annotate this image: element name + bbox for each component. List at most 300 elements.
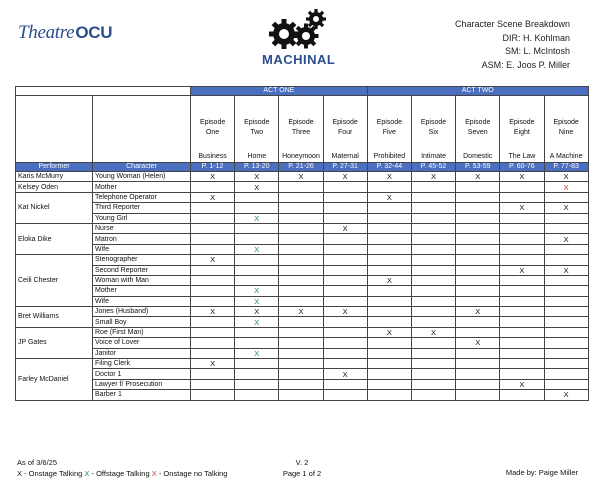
scene-mark-cell: [323, 234, 367, 244]
episode-header: [279, 96, 323, 163]
scene-mark-cell: X: [279, 172, 323, 182]
scene-mark-cell: [500, 327, 544, 337]
table-row: [16, 223, 589, 233]
episode-word: Episode: [288, 119, 314, 126]
table-row: [16, 317, 589, 327]
character-cell: Roe (First Man): [93, 327, 191, 337]
scene-mark-cell: [500, 369, 544, 379]
scene-mark-cell: [323, 255, 367, 265]
episode-word: Episode: [244, 119, 270, 126]
scene-mark-cell: [544, 338, 588, 348]
episode-subtitle: Intimate: [421, 153, 446, 160]
logo-bold-text: OCU: [75, 23, 113, 42]
table-row: [16, 265, 589, 275]
scene-mark-cell: [279, 390, 323, 400]
scene-mark-cell: [191, 327, 235, 337]
scene-mark-cell: [544, 348, 588, 358]
scene-mark-cell: [456, 255, 500, 265]
scene-mark-cell: [323, 359, 367, 369]
legend-offstage-talking: - Offstage Talking: [89, 468, 150, 478]
scene-mark-cell: [456, 296, 500, 306]
scene-mark-cell: X: [191, 172, 235, 182]
scene-mark-cell: [544, 255, 588, 265]
character-cell: Mother: [93, 286, 191, 296]
column-header-row: [16, 163, 589, 172]
scene-mark-cell: [279, 255, 323, 265]
table-row: [16, 255, 589, 265]
scene-mark-cell: [367, 203, 411, 213]
scene-mark-cell: [279, 192, 323, 202]
scene-mark-cell: X: [191, 307, 235, 317]
scene-mark-cell: [191, 213, 235, 223]
table-row: [16, 275, 589, 285]
episode-header: [235, 96, 279, 163]
scene-mark-cell: [411, 203, 455, 213]
document-title: Character Scene Breakdown: [454, 19, 570, 29]
scene-mark-cell: [544, 286, 588, 296]
blank-cell: [93, 96, 191, 163]
scene-mark-cell: X: [235, 348, 279, 358]
table-row: [16, 379, 589, 389]
table-row: [16, 348, 589, 358]
page-range: P. 53-59: [456, 163, 500, 172]
scene-mark-cell: [544, 192, 588, 202]
episode-number: Two: [250, 129, 264, 136]
scene-mark-cell: X: [456, 172, 500, 182]
performer-cell: Kelsey Oden: [16, 182, 93, 192]
page-range: P. 77-83: [544, 163, 588, 172]
table-row: [16, 327, 589, 337]
scene-mark-cell: [367, 317, 411, 327]
scene-mark-cell: [235, 359, 279, 369]
character-cell: Matron: [93, 234, 191, 244]
character-cell: Second Reporter: [93, 265, 191, 275]
table-row: [16, 192, 589, 202]
scene-mark-cell: X: [544, 182, 588, 192]
scene-mark-cell: [323, 275, 367, 285]
scene-mark-cell: [235, 275, 279, 285]
episode-subtitle: Home: [247, 153, 267, 160]
scene-mark-cell: [235, 338, 279, 348]
character-cell: Filing Clerk: [93, 359, 191, 369]
document-header: [455, 18, 570, 72]
episode-subtitle: Domestic: [463, 153, 493, 160]
page-range: P. 21-26: [279, 163, 323, 172]
footer-left: [17, 458, 227, 479]
scene-mark-cell: [279, 223, 323, 233]
footer-center: [272, 458, 332, 479]
episode-header: [323, 96, 367, 163]
episode-number: Five: [382, 129, 396, 136]
scene-mark-cell: [191, 244, 235, 254]
scene-mark-cell: [544, 307, 588, 317]
scene-mark-cell: [235, 223, 279, 233]
scene-mark-cell: [279, 234, 323, 244]
scene-mark-cell: [544, 379, 588, 389]
scene-mark-cell: [456, 244, 500, 254]
scene-mark-cell: [279, 359, 323, 369]
scene-mark-cell: [191, 223, 235, 233]
scene-mark-cell: [456, 182, 500, 192]
scene-mark-cell: [323, 213, 367, 223]
scene-mark-cell: X: [235, 244, 279, 254]
scene-mark-cell: [279, 286, 323, 296]
as-of-date: As of 3/6/25: [17, 458, 58, 467]
legend-onstage-talking: X - Onstage Talking: [17, 468, 83, 478]
scene-mark-cell: [191, 203, 235, 213]
table-row: [16, 172, 589, 182]
scene-mark-cell: [411, 223, 455, 233]
scene-mark-cell: [323, 338, 367, 348]
scene-mark-cell: X: [235, 286, 279, 296]
episode-header: [367, 96, 411, 163]
page-range: P. 27-31: [323, 163, 367, 172]
scene-mark-cell: X: [323, 369, 367, 379]
scene-mark-cell: [323, 348, 367, 358]
character-cell: Telephone Operator: [93, 192, 191, 202]
scene-mark-cell: [323, 286, 367, 296]
scene-mark-cell: X: [323, 172, 367, 182]
scene-mark-cell: [191, 234, 235, 244]
performer-cell: Farley McDaniel: [16, 359, 93, 401]
scene-mark-cell: [279, 296, 323, 306]
episode-word: Episode: [420, 119, 447, 126]
scene-mark-cell: X: [235, 182, 279, 192]
scene-mark-cell: [500, 317, 544, 327]
scene-mark-cell: [279, 327, 323, 337]
episode-number: Nine: [558, 129, 574, 136]
scene-mark-cell: [279, 182, 323, 192]
scene-mark-cell: [500, 275, 544, 285]
episode-subtitle: Honeymoon: [282, 153, 320, 160]
scene-mark-cell: [456, 265, 500, 275]
scene-mark-cell: [500, 286, 544, 296]
scene-mark-cell: [367, 307, 411, 317]
logo-script-text: Theatre: [18, 22, 75, 43]
scene-mark-cell: [411, 379, 455, 389]
scene-mark-cell: X: [191, 359, 235, 369]
table-row: [16, 338, 589, 348]
scene-mark-cell: [367, 265, 411, 275]
blank-cell: [16, 96, 93, 163]
character-cell: Doctor 1: [93, 369, 191, 379]
scene-mark-cell: [500, 213, 544, 223]
scene-mark-cell: X: [235, 317, 279, 327]
scene-mark-cell: [279, 213, 323, 223]
character-cell: Young Girl: [93, 213, 191, 223]
table-row: [16, 369, 589, 379]
scene-mark-cell: [456, 203, 500, 213]
performer-cell: Bret Williams: [16, 307, 93, 328]
scene-mark-cell: [367, 369, 411, 379]
table-row: [16, 182, 589, 192]
act-spacer: [16, 87, 191, 96]
character-cell: Janitor: [93, 348, 191, 358]
scene-mark-cell: [411, 244, 455, 254]
episode-word: Episode: [509, 119, 535, 126]
act-one-label: ACT ONE: [191, 87, 368, 96]
scene-mark-cell: [411, 307, 455, 317]
episode-subtitle: The Law: [508, 153, 536, 160]
episode-word: Episode: [376, 119, 402, 126]
scene-mark-cell: [367, 379, 411, 389]
table-row: [16, 390, 589, 400]
scene-mark-cell: [544, 369, 588, 379]
scene-mark-cell: X: [544, 172, 588, 182]
scene-mark-cell: [500, 182, 544, 192]
scene-mark-cell: [411, 255, 455, 265]
scene-mark-cell: X: [544, 203, 588, 213]
scene-mark-cell: [367, 213, 411, 223]
scene-mark-cell: [544, 244, 588, 254]
machinal-logo: [262, 8, 336, 68]
table-row: [16, 286, 589, 296]
character-cell: Young Woman (Helen): [93, 172, 191, 182]
scene-mark-cell: [191, 275, 235, 285]
legend: [17, 469, 227, 480]
scene-mark-cell: [411, 296, 455, 306]
scene-mark-cell: [500, 234, 544, 244]
scene-mark-cell: [323, 390, 367, 400]
stage-manager-line: SM: L. McIntosh: [504, 46, 570, 56]
scene-mark-cell: X: [235, 213, 279, 223]
table-row: [16, 203, 589, 213]
performer-cell: Eloka Dike: [16, 223, 93, 254]
scene-mark-cell: [191, 379, 235, 389]
episode-header: [191, 96, 235, 163]
table-row: [16, 244, 589, 254]
director-line: DIR: H. Kohlman: [502, 32, 570, 43]
table-row: [16, 307, 589, 317]
table-row: [16, 359, 589, 369]
scene-mark-cell: [544, 327, 588, 337]
scene-mark-cell: [191, 317, 235, 327]
scene-mark-cell: [500, 338, 544, 348]
scene-mark-cell: [544, 317, 588, 327]
scene-mark-cell: [411, 390, 455, 400]
performer-cell: JP Gates: [16, 327, 93, 358]
scene-mark-cell: [191, 348, 235, 358]
scene-mark-cell: [544, 223, 588, 233]
scene-mark-cell: [367, 359, 411, 369]
scene-mark-cell: [191, 369, 235, 379]
table-row: [16, 213, 589, 223]
scene-mark-cell: [456, 369, 500, 379]
scene-mark-cell: [411, 182, 455, 192]
scene-mark-cell: X: [323, 307, 367, 317]
scene-mark-cell: X: [500, 172, 544, 182]
scene-mark-cell: [235, 327, 279, 337]
episode-word: Episode: [553, 119, 579, 126]
scene-mark-cell: X: [544, 390, 588, 400]
scene-mark-cell: [411, 265, 455, 275]
scene-mark-cell: [456, 317, 500, 327]
scene-mark-cell: [279, 203, 323, 213]
scene-mark-cell: X: [500, 265, 544, 275]
performer-header: Performer: [16, 163, 93, 172]
episode-number: Four: [337, 129, 353, 136]
scene-mark-cell: [323, 379, 367, 389]
scene-mark-cell: [235, 255, 279, 265]
scene-mark-cell: [235, 379, 279, 389]
episode-subtitle: Maternal: [331, 153, 359, 160]
page-range: P. 60-76: [500, 163, 544, 172]
scene-mark-cell: [544, 296, 588, 306]
scene-mark-cell: [456, 286, 500, 296]
scene-mark-cell: [279, 348, 323, 358]
scene-mark-cell: [456, 359, 500, 369]
gears-icon: [268, 8, 330, 52]
page-number: Page 1 of 2: [282, 468, 322, 478]
character-cell: Jones (Husband): [93, 307, 191, 317]
episode-number: Seven: [467, 129, 488, 136]
scene-mark-cell: [235, 192, 279, 202]
episode-number: Six: [428, 129, 439, 136]
scene-mark-cell: X: [191, 192, 235, 202]
scene-breakdown-table: [15, 86, 589, 401]
scene-mark-cell: [500, 348, 544, 358]
scene-mark-cell: X: [500, 379, 544, 389]
scene-mark-cell: X: [411, 327, 455, 337]
version-label: V. 2: [295, 458, 309, 467]
scene-mark-cell: X: [411, 172, 455, 182]
page-range: P. 32-44: [367, 163, 411, 172]
scene-mark-cell: [279, 275, 323, 285]
table-row: [16, 234, 589, 244]
character-cell: Wife: [93, 296, 191, 306]
character-cell: Third Reporter: [93, 203, 191, 213]
scene-mark-cell: [411, 317, 455, 327]
theatre-ocu-logo: [18, 22, 112, 44]
machinal-wordmark: MACHINAL: [262, 52, 336, 67]
scene-mark-cell: [191, 296, 235, 306]
scene-mark-cell: X: [544, 265, 588, 275]
scene-mark-cell: [191, 182, 235, 192]
scene-mark-cell: [456, 234, 500, 244]
episode-header: [500, 96, 544, 163]
legend-no-talking-mark: X: [151, 468, 157, 478]
episode-header: [411, 96, 455, 163]
act-header-row: [16, 87, 589, 96]
scene-mark-cell: [411, 192, 455, 202]
scene-mark-cell: X: [456, 338, 500, 348]
scene-mark-cell: [500, 307, 544, 317]
scene-mark-cell: [191, 338, 235, 348]
scene-mark-cell: [411, 338, 455, 348]
page-range: P. 13-20: [235, 163, 279, 172]
scene-mark-cell: [544, 359, 588, 369]
scene-mark-cell: [191, 390, 235, 400]
scene-mark-cell: [500, 359, 544, 369]
character-cell: Wife: [93, 244, 191, 254]
scene-mark-cell: X: [500, 203, 544, 213]
scene-mark-cell: [323, 244, 367, 254]
scene-mark-cell: [411, 286, 455, 296]
scene-mark-cell: [367, 338, 411, 348]
scene-mark-cell: [411, 234, 455, 244]
scene-mark-cell: [191, 265, 235, 275]
character-cell: Small Boy: [93, 317, 191, 327]
character-cell: Lawyer f/ Prosecution: [93, 379, 191, 389]
scene-mark-cell: X: [235, 307, 279, 317]
table-row: [16, 296, 589, 306]
performer-cell: Ceili Chester: [16, 255, 93, 307]
scene-mark-cell: X: [544, 234, 588, 244]
page-range: P. 1-12: [191, 163, 235, 172]
episode-header: [544, 96, 588, 163]
scene-mark-cell: [411, 369, 455, 379]
scene-mark-cell: [456, 192, 500, 202]
scene-mark-cell: [279, 265, 323, 275]
scene-mark-cell: [235, 234, 279, 244]
scene-mark-cell: [235, 203, 279, 213]
scene-mark-cell: X: [367, 192, 411, 202]
scene-mark-cell: [544, 213, 588, 223]
character-cell: Stenographer: [93, 255, 191, 265]
scene-mark-cell: [279, 244, 323, 254]
scene-mark-cell: [500, 192, 544, 202]
scene-mark-cell: X: [235, 172, 279, 182]
episode-number: Eight: [513, 129, 530, 136]
scene-mark-cell: [456, 327, 500, 337]
performer-cell: Kat Nickel: [16, 192, 93, 223]
scene-mark-cell: [411, 359, 455, 369]
scene-mark-cell: [456, 275, 500, 285]
scene-mark-cell: X: [456, 307, 500, 317]
episode-header-row: [16, 96, 589, 163]
character-cell: Woman with Man: [93, 275, 191, 285]
scene-mark-cell: [235, 265, 279, 275]
episode-subtitle: A Machine: [549, 153, 583, 160]
scene-mark-cell: [323, 192, 367, 202]
episode-word: Episode: [465, 119, 491, 126]
episode-subtitle: Prohibited: [373, 153, 406, 160]
scene-mark-cell: [235, 369, 279, 379]
episode-word: Episode: [199, 119, 226, 126]
assistant-stage-manager-line: ASM: E. Joos P. Miller: [481, 59, 570, 70]
page-range: P. 45-52: [411, 163, 455, 172]
episode-number: One: [205, 129, 220, 136]
scene-mark-cell: [500, 244, 544, 254]
scene-mark-cell: [456, 223, 500, 233]
scene-mark-cell: X: [367, 172, 411, 182]
scene-mark-cell: [367, 234, 411, 244]
scene-mark-cell: X: [279, 307, 323, 317]
scene-mark-cell: [500, 296, 544, 306]
act-two-label: ACT TWO: [367, 87, 588, 96]
scene-mark-cell: X: [235, 296, 279, 306]
scene-mark-cell: [367, 296, 411, 306]
scene-mark-cell: [323, 182, 367, 192]
character-cell: Barber 1: [93, 390, 191, 400]
scene-mark-cell: [279, 379, 323, 389]
scene-mark-cell: [456, 348, 500, 358]
legend-onstage-no-talking: - Onstage no Talking: [156, 468, 228, 478]
legend-offstage-mark: X: [84, 468, 90, 478]
scene-mark-cell: [367, 244, 411, 254]
scene-mark-cell: [367, 255, 411, 265]
episode-header: [456, 96, 500, 163]
episode-subtitle: Business: [198, 153, 227, 160]
episode-word: Episode: [332, 119, 358, 126]
scene-mark-cell: X: [367, 275, 411, 285]
made-by: Made by: Paige Miller: [505, 468, 578, 477]
scene-mark-cell: [323, 296, 367, 306]
scene-mark-cell: [323, 265, 367, 275]
scene-mark-cell: [279, 338, 323, 348]
performer-cell: Karis McMurry: [16, 172, 93, 182]
scene-mark-cell: [411, 275, 455, 285]
